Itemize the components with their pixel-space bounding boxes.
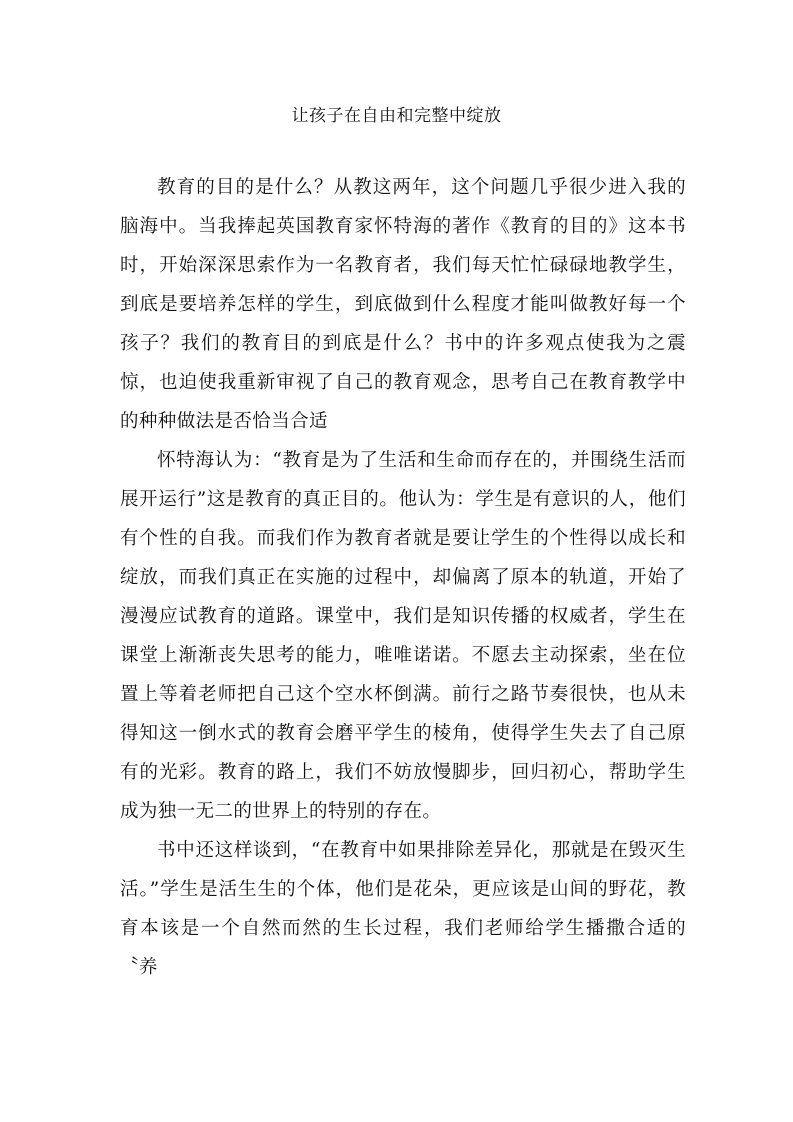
paragraph-2: 怀特海认为：“教育是为了生活和生命而存在的，并围绕生活而展开运行”这是教育的真正目的。他认为：学生是有意识的人，他们有个性的自我。而我们作为教育者就是要让学生的个性得以成长和绽放，而我们真正在实施的过程中，却偏离了原本的轨道，开始了漫漫应试教育的道路。课堂中，我们是知识传播的权威者，学生在课堂上渐渐丧失思考的能力，唯唯诺诺。不愿去主动探索，坐在位置上等着老师把自己这个空水杯倒满。前行之路节奏很快，也从未得知这一倒水式的教育会磨平学生的棱角，使得学生失去了自己原有的光彩。教育的路上，我们不妨放慢脚步，回归初心，帮助学生成为独一无二的世界上的特别的存在。 <box>120 450 686 822</box>
document-title: 让孩子在自由和完整中绽放 <box>291 106 502 126</box>
paragraph-1: 教育的目的是什么？从教这两年，这个问题几乎很少进入我的脑海中。当我捧起英国教育家怀特海的著作《教育的目的》这本书时，开始深深思索作为一名教育者，我们每天忙忙碌碌地教学生，到底是要培养怎样的学生，到底做到什么程度才能叫做教好每一个孩子？我们的教育目的到底是什么？书中的许多观点使我为之震惊，也迫使我重新审视了自己的教育观念，思考自己在教育教学中的种种做法是否恰当合适 <box>120 177 686 432</box>
document-body <box>120 168 686 987</box>
paragraph-3: 书中还这样谈到，“在教育中如果排除差异化，那就是在毁灭生活。”学生是活生生的个体，他们是花朵，更应该是山间的野花，教育本该是一个自然而然的生长过程，我们老师给学生播撒合适的〝养 <box>120 840 686 978</box>
